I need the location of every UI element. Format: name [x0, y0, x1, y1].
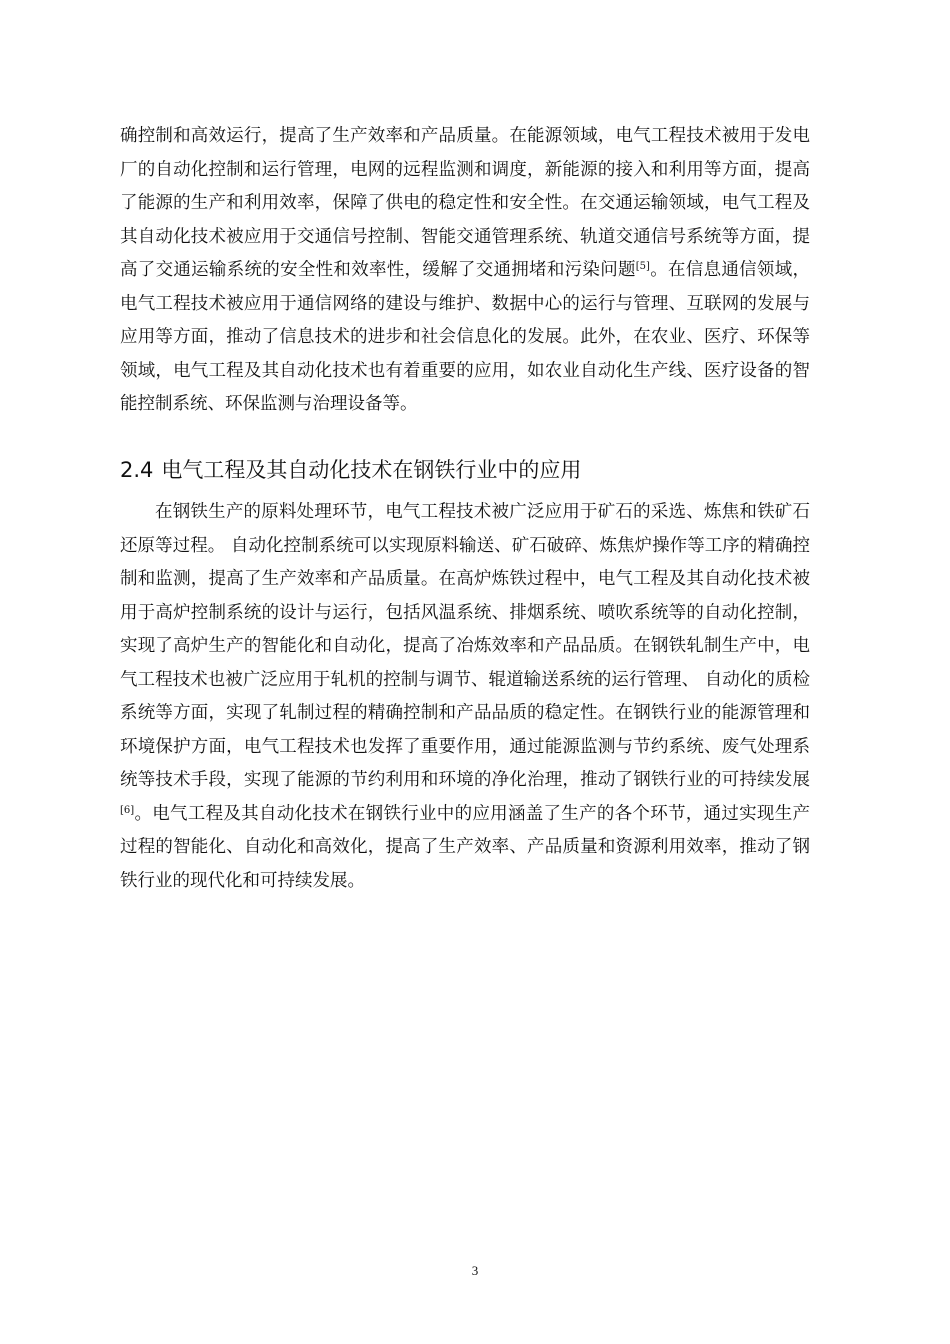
- paragraph-2-text-b: 。电气工程及其自动化技术在钢铁行业中的应用涵盖了生产的各个环节，通过实现生产过程的智能化、自动化和高效化，提高了生产效率、产品质量和资源利用效率，推动了钢铁行业的现代化和可持续发展。: [120, 803, 810, 891]
- section-number: 2.4: [120, 458, 154, 482]
- page-number: 3: [471, 1263, 479, 1278]
- paragraph-1-text-b: 。在信息通信领域，电气工程技术被应用于通信网络的建设与维护、数据中心的运行与管理、互联网的发展与应用等方面，推动了信息技术的进步和社会信息化的发展。此外，在农业、医疗、环保等领域，电气工程及其自动化技术也有着重要的应用，如农业自动化生产线、医疗设备的智能控制系统、环保监测与治理设备等。: [120, 260, 811, 414]
- paragraph-text: [120, 496, 810, 898]
- section-title: 电气工程及其自动化技术在钢铁行业中的应用: [161, 458, 582, 482]
- paragraph-1-text-a: 确控制和高效运行，提高了生产效率和产品质量。在能源领域，电气工程技术被用于发电厂的自动化控制和运行管理，电网的远程监测和调度，新能源的接入和利用等方面，提高了能源的生产和利用效率，保障了供电的稳定性和安全性。在交通运输领域，电气工程及其自动化技术被应用于交通信号控制、智能交通管理系统、轨道交通信号系统等方面，提高了交通运输系统的安全性和效率性，缓解了交通拥堵和污染问题: [120, 126, 810, 280]
- body-paragraph-1: [120, 120, 810, 422]
- citation-5: [5]: [635, 261, 650, 272]
- paragraph-2-text-a: 在钢铁生产的原料处理环节，电气工程技术被广泛应用于矿石的采选、炼焦和铁矿石还原等过程。 自动化控制系统可以实现原料输送、矿石破碎、炼焦炉操作等工序的精确控制和监测，提高了生产效率和产品质量。在高炉炼铁过程中，电气工程及其自动化技术被用于高炉控制系统的设计与运行，包括风温系统、排烟系统、喷吹系统等的自动化控制，实现了高炉生产的智能化和自动化，提高了冶炼效率和产品品质。在钢铁轧制生产中，电气工程技术也被广泛应用于轧机的控制与调节、辊道输送系统的运行管理、 自动化的质检系统等方面，实现了轧制过程的精确控制和产品品质的稳定性。在钢铁行业的能源管理和环境保护方面，电气工程技术也发挥了重要作用，通过能源监测与节约系统、废气处理系统等技术手段，实现了能源的节约利用和环境的净化治理，推动了钢铁行业的可持续发展: [120, 502, 810, 790]
- paragraph-text: [120, 120, 810, 422]
- body-paragraph-2: [120, 496, 810, 898]
- section-heading: [120, 452, 810, 488]
- citation-6: [6]: [120, 804, 135, 816]
